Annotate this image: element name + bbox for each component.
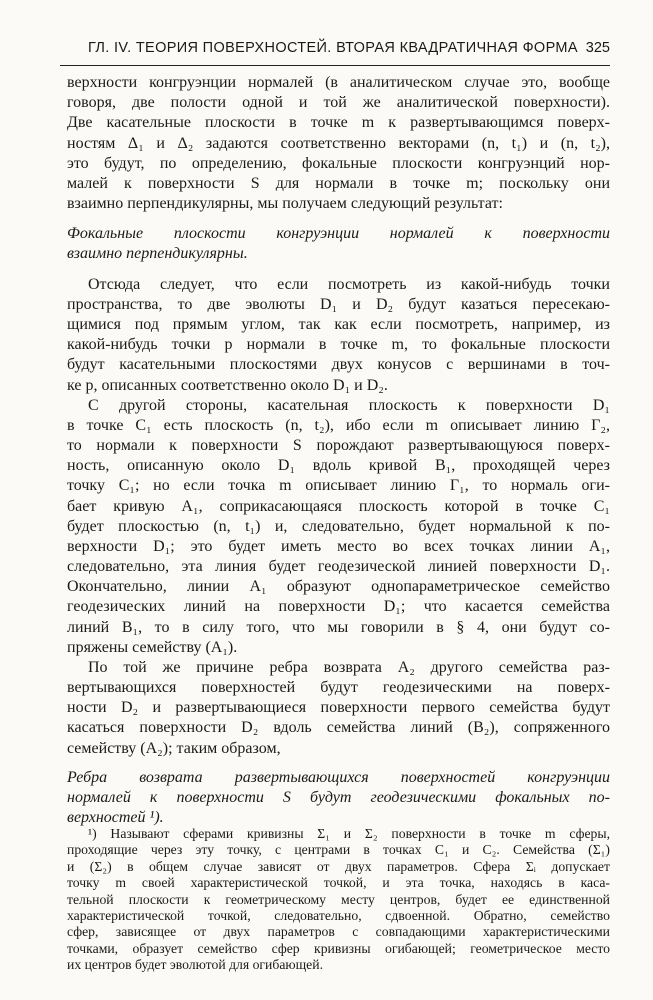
running-header [60, 37, 610, 66]
theorem-line: верхностей ¹). [67, 809, 164, 826]
theorem-line: Фокальные плоскости конгруэнции нормалей к поверхности [67, 225, 610, 242]
text-line: следовательно, эта линия будет геодезической линией поверхности D₁. [67, 558, 610, 575]
text-line: линий B₁, то в силу того, что мы говорили в § 4, они будут со- [67, 619, 610, 636]
text-line: ности D₂ и развертывающиеся поверхности первого семейства будут [67, 699, 610, 716]
text-line: верхности D₁; это будет иметь место во всех точках линии A₁, [67, 538, 610, 555]
text-line: Окончательно, линии A₁ образуют однопараметрическое семейство [67, 578, 610, 595]
text-line: это будут, по определению, фокальные плоскости конгруэнций нор- [67, 155, 610, 172]
footnote-line: тельной плоскости к геометрическому месту центров, будет ее единственной [67, 891, 610, 907]
text-line: то нормали к поверхности S порождают развертывающуюся поверх- [67, 437, 610, 454]
text-line: вертывающихся поверхностей будут геодезическими на поверх- [67, 679, 610, 696]
footnote-line: и (Σ₂) в общем случае зависят от двух параметров. Сфера Σᵢ допускает [67, 858, 610, 874]
text-line: геодезических линий на поверхности D₁; что касается семейства [67, 598, 610, 615]
text-line: взаимно перпендикулярны, мы получаем следующий результат: [67, 195, 503, 212]
header-title: ГЛ. IV. ТЕОРИЯ ПОВЕРХНОСТЕЙ. ВТОРАЯ КВАДРАТИЧНАЯ ФОРМА [88, 40, 578, 56]
footnote-line: точку m своей характеристической точкой, и эта точка, находясь в каса- [67, 875, 610, 891]
text-line: говоря, две полости одной и той же аналитической поверхности). [67, 94, 610, 111]
text-line: щимися под прямым углом, так как если посмотреть, например, из [67, 316, 610, 333]
text-line: С другой стороны, касательная плоскость к поверхности D₁ [88, 397, 610, 414]
text-line: верхности конгруэнции нормалей (в аналитическом случае это, вообще [67, 74, 610, 91]
text-line: в точке C₁ есть плоскость (n, t₂), ибо если m описывает линию Γ₂, [67, 417, 610, 434]
footnote-line: характеристической точкой, следовательно, сдвоенной. Обратно, семейство [67, 908, 610, 923]
text-line: касаться поверхности D₂ вдоль семейства линий (B₂), сопряженного [67, 719, 610, 736]
text-line: Отсюда следует, что если посмотреть из какой-нибудь точки [88, 276, 610, 293]
text-line: ность, описанную около D₁ вдоль кривой B₁, проходящей через [67, 457, 610, 474]
footnote-line: их центров будет эволютой для огибающей. [67, 957, 323, 973]
text-line: точку C₁; но если точка m описывает линию Γ₁, то нормаль оги- [67, 477, 610, 494]
theorem-line: взаимно перпендикулярны. [67, 245, 248, 262]
theorem-line: нормалей к поверхности S будут геодезическими фокальных по- [67, 789, 610, 806]
text-line: пряжены семейству (A₁). [67, 639, 238, 656]
text-line: бает кривую A₁, соприкасающаяся плоскость которой в точке C₁ [67, 498, 610, 515]
footnote-line: проходящие через эту точку, с центрами в точках C₁ и C₂. Семейства (Σ₁) [67, 842, 610, 858]
footnote-line: сфер, зависящее от двух параметров с совпадающими характеристическими [67, 924, 610, 940]
footnote-line: точками, образует семейство сфер кривизны огибающей; геометрическое место [67, 940, 610, 956]
text-line: ке p, описанных соответственно около D₁ и D₂. [67, 377, 388, 394]
text-line: будут касательными плоскостями двух конусов с вершинами в точ- [67, 356, 610, 373]
text-line: будет плоскостью (n, t₁) и, следовательно, будет нормальной к по- [67, 518, 610, 535]
text-line: ностям Δ₁ и Δ₂ задаются соответственно векторами (n, t₁) и (n, t₂), [67, 135, 610, 152]
text-line: семейству (A₂); таким образом, [67, 740, 281, 757]
text-line: пространства, то две эволюты D₁ и D₂ будут казаться пересекаю- [67, 296, 610, 313]
text-line: какой-нибудь точки p нормали в точке m, то фокальные плоскости [67, 336, 610, 353]
text-line: малей к поверхности S для нормали в точке m; поскольку они [67, 175, 610, 192]
footnote-line: ¹) Называют сферами кривизны Σ₁ и Σ₂ поверхности в точке m сферы, [88, 826, 610, 841]
page-number: 325 [585, 40, 610, 56]
theorem-line: Ребра возврата развертывающихся поверхностей конгруэнции [67, 769, 610, 786]
text-line: Две касательные плоскости в точке m к развертывающимся поверх- [67, 114, 610, 131]
text-line: По той же причине ребра возврата A₂ другого семейства раз- [88, 659, 610, 676]
